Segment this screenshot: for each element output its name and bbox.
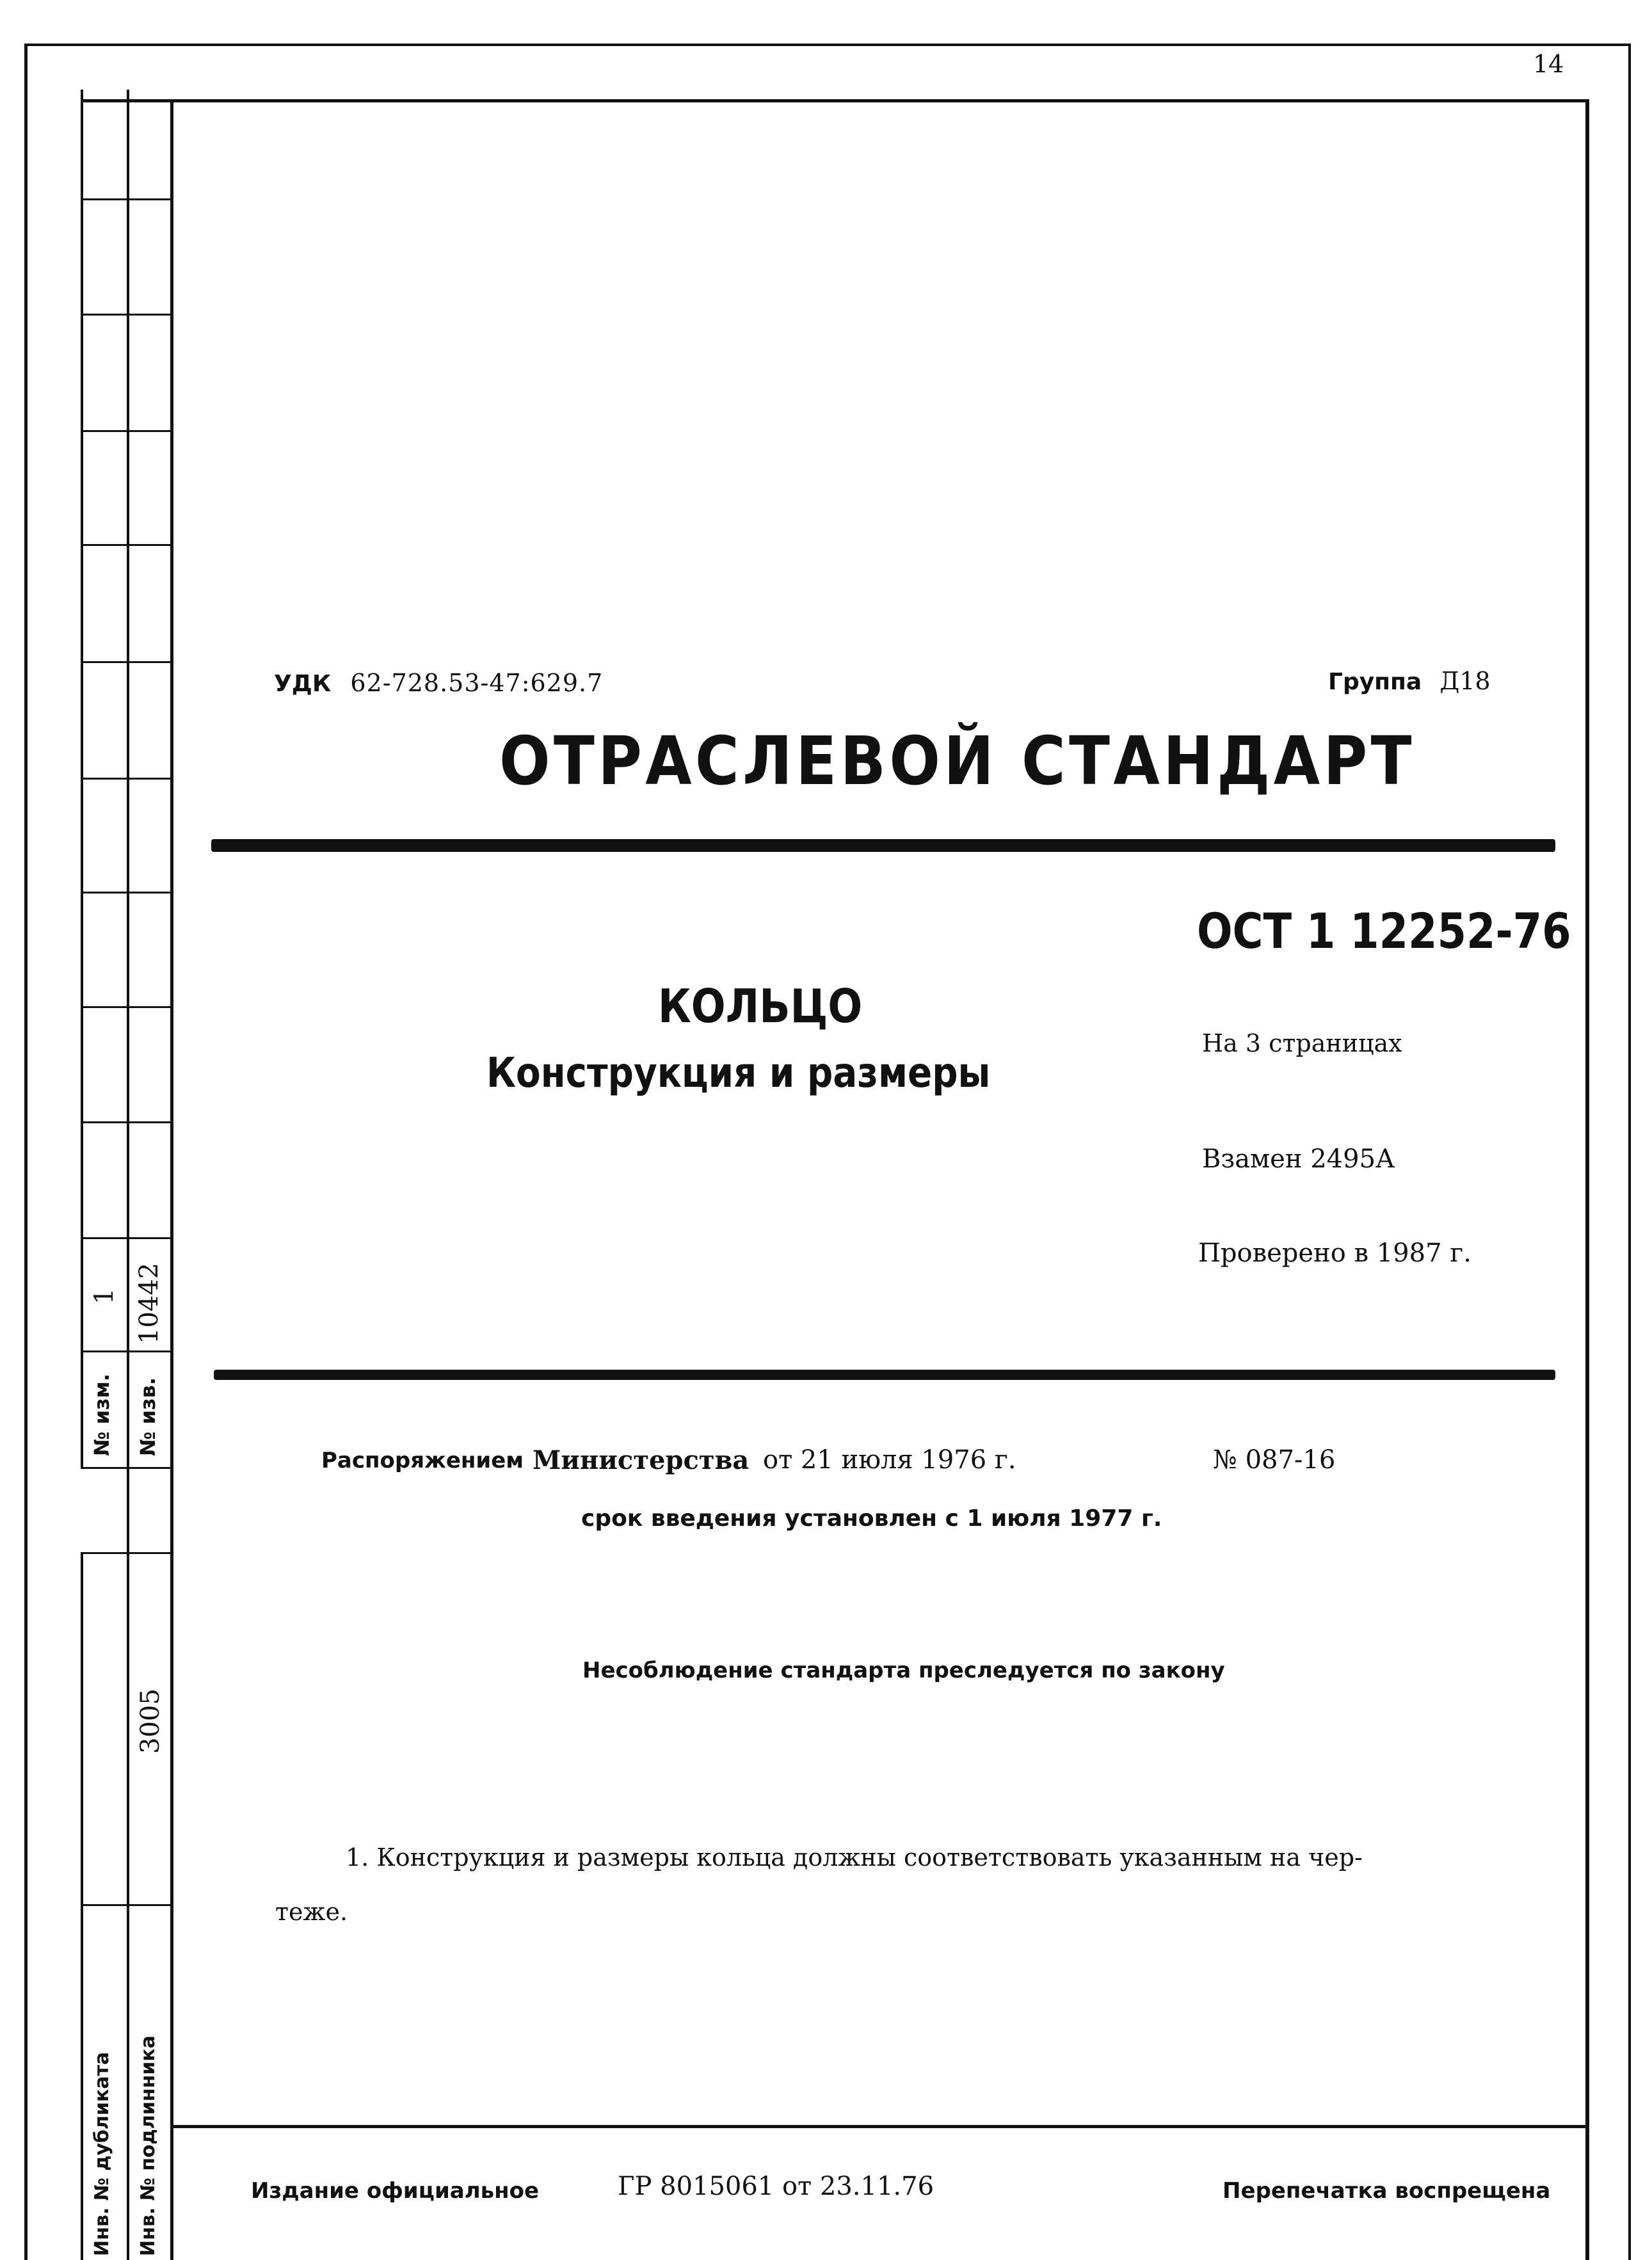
- stamp-row-line: [81, 430, 173, 432]
- stamp-row-line: [81, 1350, 173, 1352]
- main-title: ОТРАСЛЕВОЙ СТАНДАРТ: [499, 722, 1415, 800]
- group-value: Д18: [1439, 667, 1491, 695]
- stamp-row-line: [81, 1467, 173, 1469]
- footer-reprint: Перепечатка воспрещена: [1223, 2178, 1551, 2204]
- order-number: № 087-16: [1213, 1445, 1336, 1475]
- stamp-row-line: [81, 778, 173, 780]
- stamp-column-line-2: [127, 90, 129, 2260]
- stamp-row-line: [81, 1904, 173, 1906]
- frame-inner-top: [81, 99, 1589, 102]
- standard-replaces: Взамен 2495А: [1202, 1144, 1395, 1174]
- stamp-dup-inv-label: Инв. № дубликата: [91, 2051, 113, 2256]
- thick-rule-bottom: [214, 1370, 1555, 1380]
- stamp-row-line: [81, 198, 173, 200]
- frame-outer-left: [24, 44, 28, 2260]
- stamp-column-line-lower: [81, 1552, 83, 2260]
- order-date: от 21 июля 1976 г.: [763, 1445, 1016, 1475]
- standard-pages: На 3 страницах: [1202, 1029, 1402, 1057]
- stamp-notice-label: № изв.: [136, 1377, 160, 1456]
- group-line: [1328, 667, 1491, 695]
- stamp-row-line: [81, 1237, 173, 1239]
- body-para1-line1: 1. Конструкция и размеры кольца должны соответствовать указанным на чер-: [346, 1843, 1363, 1871]
- stamp-row-line: [81, 544, 173, 546]
- stamp-row-line: [81, 1552, 173, 1554]
- subject-subtitle: Конструкция и размеры: [486, 1050, 991, 1097]
- page-number: 14: [1533, 50, 1564, 78]
- udk-label: УДК: [274, 671, 332, 697]
- footer-gr: ГР 8015061 от 23.11.76: [618, 2172, 934, 2201]
- udk-value: 62-728.53-47:629.7: [350, 669, 604, 697]
- legal-notice: Несоблюдение стандарта преследуется по закону: [582, 1658, 1225, 1683]
- stamp-change-label: № изм.: [90, 1374, 114, 1456]
- standard-checked: Проверено в 1987 г.: [1198, 1238, 1472, 1268]
- frame-inner-left: [170, 99, 173, 2260]
- thick-rule-top: [211, 839, 1555, 852]
- stamp-row-line: [81, 661, 173, 663]
- udk-line: [274, 669, 603, 697]
- standard-code: ОСТ 1 12252-76: [1197, 902, 1571, 959]
- order-prefix: Распоряжением: [321, 1448, 524, 1473]
- frame-outer-right: [1628, 44, 1631, 2260]
- group-label: Группа: [1328, 669, 1422, 695]
- order-ministry: Министерства: [533, 1445, 750, 1475]
- subject-title: КОЛЬЦО: [658, 979, 863, 1033]
- stamp-row-line: [81, 1006, 173, 1008]
- order-effective: [581, 1505, 1162, 1532]
- frame-inner-right: [1585, 99, 1589, 2260]
- frame-outer-top: [24, 44, 1631, 46]
- stamp-row-line: [81, 892, 173, 894]
- stamp-change-value: 1: [90, 1288, 119, 1304]
- order-effective-text: срок введения установлен с 1 июля 1977 г.: [581, 1505, 1162, 1532]
- footer-edition: Издание официальное: [251, 2178, 540, 2204]
- stamp-orig-inv-label: Инв. № подлинника: [137, 2035, 159, 2256]
- stamp-orig-inv-value: 3005: [136, 1688, 165, 1754]
- footer-rule: [170, 2125, 1589, 2128]
- stamp-row-line: [81, 314, 173, 316]
- stamp-row-line: [81, 1121, 173, 1123]
- body-para1-line2: теже.: [275, 1898, 348, 1926]
- stamp-notice-value: 10442: [134, 1262, 164, 1344]
